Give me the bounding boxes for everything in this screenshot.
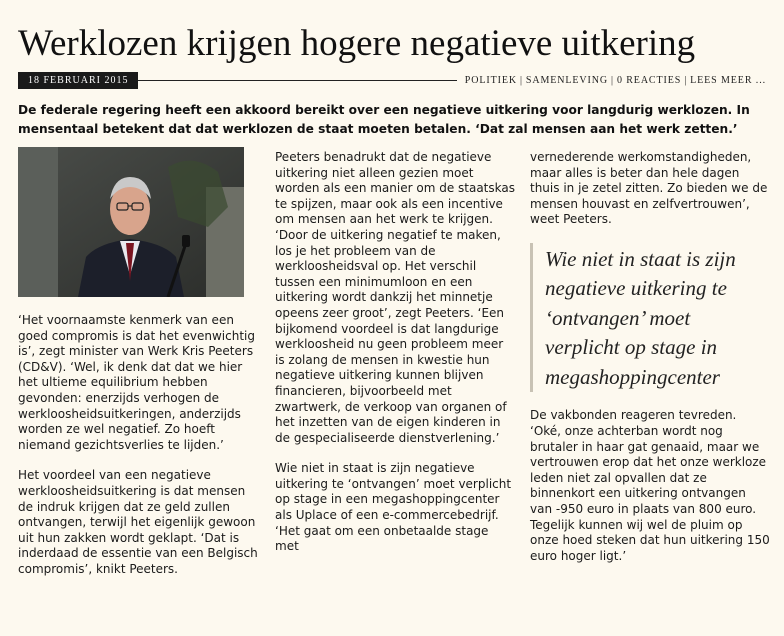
minister-photo-illustration [18,147,244,297]
article-column-2 [275,150,515,570]
article-paragraph: Het voordeel van een negatieve werkloosheidsuitkering is dat mensen de indruk krijgen dat ze geld zullen ontvangen, terwijl het eigenlijk gewoon uit hun zakken wordt geklapt. ‘Dat is inderdaad de essentie van een Belgisch compromis’, knikt Peeters. [18,468,258,576]
pull-quote: Wie niet in staat is zijn negatieve uitkering te ‘ontvangen’ moet verplicht op stage in megashoppingcenter [530,243,770,393]
read-more-link[interactable]: LEES MEER ... [690,75,766,86]
article-meta-links [457,72,766,89]
date-badge: 18 FEBRUARI 2015 [18,72,138,89]
article-column-3 [530,150,770,579]
tag-samenleving-link[interactable]: SAMENLEVING [525,75,609,86]
article-paragraph: vernederende werkomstandigheden, maar alles is beter dan hele dagen thuis in je zetel zitten. Zo bieden we de mensen houvast en zelfvertrouwen’, weet Peeters. [530,150,768,227]
meta-separator: | [684,75,688,86]
article-title: Werklozen krijgen hogere negatieve uitkering [18,23,696,64]
article-lead: De federale regering heeft een akkoord bereikt over een negatieve uitkering voor langdurig werklozen. In mensentaal betekent dat dat werklozen de staat moeten betalen. ‘Dat zal mensen aan het werk zetten.’ [18,103,750,136]
article-photo [18,147,244,297]
meta-separator: | [611,75,614,86]
article-paragraph: Wie niet in staat is zijn negatieve uitkering te ‘ontvangen’ moet verplicht op stage in een megashoppingcenter als Uplace of een e-commercebedrijf. ‘Het gaat om een onbetaalde stage met [275,461,512,554]
tag-politiek-link[interactable]: POLITIEK [464,75,517,86]
article-column-1 [18,147,258,593]
article-paragraph: Peeters benadrukt dat de negatieve uitkering niet alleen gezien moet worden als een manier om de staatskas te spijzen, maar ook als een incentive om mensen aan het werk te krijgen. ‘Door de uitkering negatief te maken, los je het probleem van de werkloosheidsval op. Het verschil tussen een minimumloon en een uitkering wordt dankzij het minnetje opeens zeer groot’, zegt Peeters. ‘Een bijkomend voordeel is dat langdurige werkloosheid nu geen probleem meer is zolang de mensen in kwestie hun negatieve uitkering kunnen blijven financieren, bijvoorbeeld met zwartwerk, de verkoop van organen of het inzetten van de eigen kinderen in de gespecialiseerde dienstverlening.’ [275,150,515,445]
meta-separator: | [520,75,523,86]
article-paragraph: ‘Het voornaamste kenmerk van een goed compromis is dat het evenwichtig is’, zegt minister van Werk Kris Peeters (CD&V). ‘Wel, ik denk dat dat we hier het ultieme equilibrium hebben gevonden: enerzijds verhogen de werkloosheidsuitkeringen, anderzijds worden ze wel negatief. Zo hoeft niemand gezichtsverlies te lijden.’ [18,313,255,452]
reactions-link[interactable]: 0 REACTIES [616,75,682,86]
article-paragraph: De vakbonden reageren tevreden. ‘Oké, onze achterban wordt nog brutaler in haar gat genaaid, maar we vertrouwen erop dat het onze werkloze leden niet zal opvallen dat ze binnenkort een uitkering ontvangen van -950 euro in plaats van 800 euro. Tegelijk kunnen wij wel de pluim op onze hoed steken dat hun uitkering 150 euro hoger ligt.’ [530,408,770,563]
